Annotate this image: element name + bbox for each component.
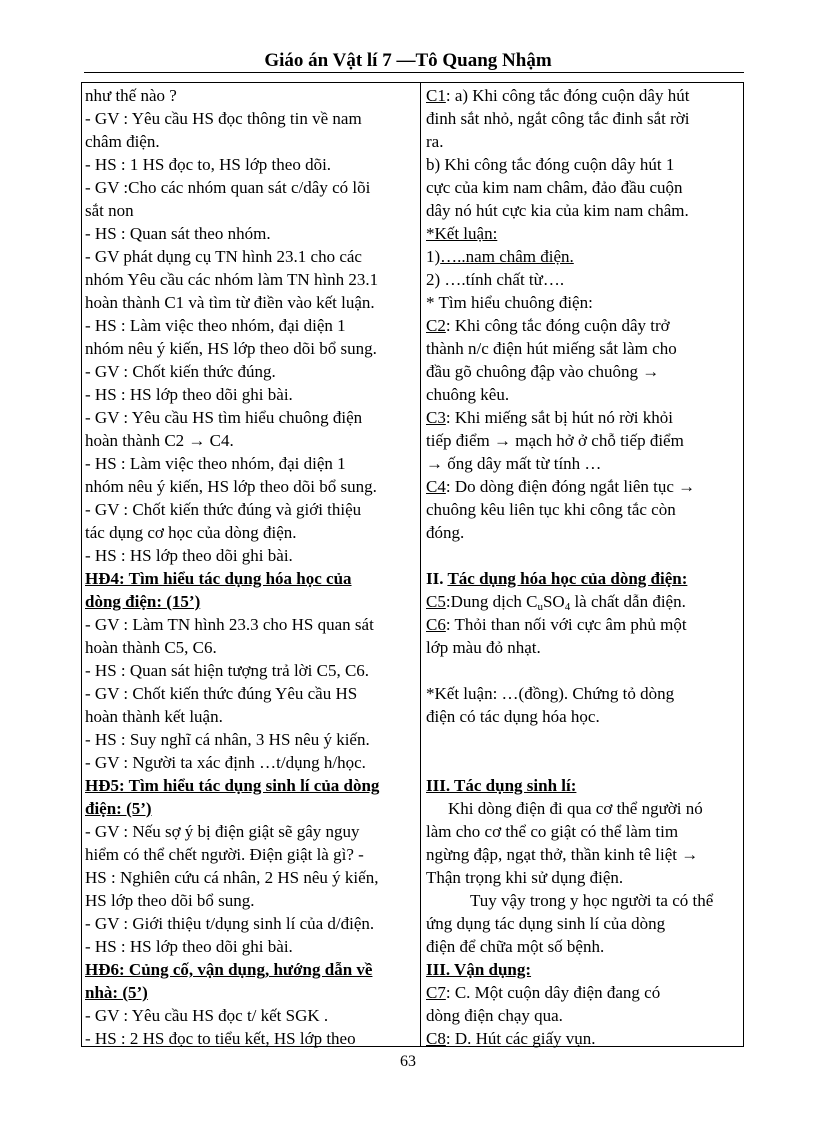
- left-line: - GV : Yêu cầu HS tìm hiểu chuông điện: [85, 408, 363, 427]
- left-line: - HS : Suy nghĩ cá nhân, 3 HS nêu ý kiến.: [85, 730, 370, 749]
- activity-heading-hd5: HĐ5: Tìm hiểu tác dụng sinh lí của dòng: [85, 776, 380, 795]
- left-line: hoàn thành C1 và tìm từ điền vào kết luận.: [85, 293, 375, 312]
- conclusion-label: *Kết luận:: [426, 224, 498, 243]
- left-line: - HS : Làm việc theo nhóm, đại diện 1: [85, 316, 346, 335]
- left-line: HS : Nghiên cứu cá nhân, 2 HS nêu ý kiến,: [85, 868, 379, 887]
- left-line: - GV : Chốt kiến thức đúng Yêu cầu HS: [85, 684, 358, 703]
- activity-heading-hd4-cont: dòng điện: (15’): [85, 592, 201, 611]
- left-line: - HS : Quan sát hiện tượng trả lời C5, C6.: [85, 661, 370, 680]
- activity-heading-hd4: HĐ4: Tìm hiểu tác dụng hóa học của: [85, 569, 352, 588]
- right-line: đầu gõ chuông đập vào chuông →: [426, 362, 660, 381]
- right-line: làm cho cơ thể co giật có thể làm tim: [426, 822, 679, 841]
- left-line: - GV : Chốt kiến thức đúng.: [85, 362, 276, 381]
- left-line: - GV : Yêu cầu HS đọc t/ kết SGK .: [85, 1006, 329, 1025]
- right-line: ra.: [426, 132, 444, 151]
- right-line: cực của kim nam châm, đảo đầu cuộn: [426, 178, 683, 197]
- right-line: thành n/c điện hút miếng sắt làm cho: [426, 339, 677, 358]
- answer-c5: C5:Dung dịch $C_uSO_4$ là chất dẫn điện.: [426, 592, 686, 613]
- activity-heading-hd5-cont: điện: (5’): [85, 799, 152, 818]
- section-iii-heading: III. Tác dụng sinh lí:: [426, 776, 577, 795]
- c5-label: C5: [426, 592, 446, 611]
- right-line: ngừng đập, ngạt thở, thần kinh tê liệt →: [426, 845, 699, 864]
- left-line: - GV : Người ta xác định …t/dụng h/học.: [85, 753, 366, 772]
- left-line: sắt non: [85, 201, 134, 220]
- answer-c8: C8: D. Hút các giấy vụn.: [426, 1029, 596, 1048]
- left-line: - HS : HS lớp theo dõi ghi bài.: [85, 546, 293, 565]
- left-line: - GV : Yêu cầu HS đọc thông tin về nam: [85, 109, 362, 128]
- left-line: - HS : HS lớp theo dõi ghi bài.: [85, 937, 293, 956]
- left-line: nhóm nêu ý kiến, HS lớp theo dõi bổ sung.: [85, 477, 377, 496]
- left-line: nhóm nêu ý kiến, HS lớp theo dõi bổ sung.: [85, 339, 377, 358]
- conclusion-1: 1)…..nam châm điện.: [426, 247, 574, 266]
- left-line: hoàn thành C2 → C4.: [85, 431, 234, 450]
- content-column: [426, 84, 740, 1050]
- answer-c7: C7: C. Một cuộn dây điện đang có: [426, 983, 661, 1002]
- right-line: dòng điện chạy qua.: [426, 1006, 563, 1025]
- left-line: - GV : Làm TN hình 23.3 cho HS quan sát: [85, 615, 374, 634]
- left-line: - HS : 2 HS đọc to tiểu kết, HS lớp theo: [85, 1029, 356, 1048]
- left-line: - HS : Quan sát theo nhóm.: [85, 224, 271, 243]
- conclusion-2: 2) ….tính chất từ….: [426, 270, 565, 289]
- section-ii-heading: II. Tác dụng hóa học của dòng điện:: [426, 569, 688, 588]
- right-line: đóng.: [426, 523, 465, 542]
- left-line: tác dụng cơ học của dòng điện.: [85, 523, 297, 542]
- right-line: điện để chữa một số bệnh.: [426, 937, 605, 956]
- left-line: - GV : Nếu sợ ý bị điện giật sẽ gây nguy: [85, 822, 360, 841]
- right-line: → ống dây mất từ tính …: [426, 454, 602, 473]
- page-number: 63: [400, 1053, 416, 1070]
- c1-label: C1: [426, 86, 446, 105]
- right-line: Thận trọng khi sử dụng điện.: [426, 868, 624, 887]
- right-line: đinh sắt nhỏ, ngắt công tắc đinh sắt rời: [426, 109, 690, 128]
- c6-label: C6: [426, 615, 446, 634]
- activity-heading-hd6-cont: nhà: (5’): [85, 983, 148, 1002]
- c4-label: C4: [426, 477, 446, 496]
- left-line: châm điện.: [85, 132, 160, 151]
- answer-c2: C2: Khi công tắc đóng cuộn dây trở: [426, 316, 670, 335]
- conclusion-chemical: *Kết luận: …(đồng). Chứng tỏ dòng: [426, 684, 675, 703]
- right-line: Khi dòng điện đi qua cơ thể người nó: [448, 799, 703, 818]
- left-line: - HS : Làm việc theo nhóm, đại diện 1: [85, 454, 346, 473]
- left-line: - GV :Cho các nhóm quan sát c/dây có lõi: [85, 178, 371, 197]
- right-line: điện có tác dụng hóa học.: [426, 707, 600, 726]
- left-line: như thế nào ?: [85, 86, 177, 105]
- left-line: - GV : Chốt kiến thức đúng và giới thiệu: [85, 500, 362, 519]
- left-line: - GV : Giới thiệu t/dụng sinh lí của d/điện.: [85, 914, 375, 933]
- left-line: hiểm có thể chết người. Điện giật là gì? -: [85, 845, 364, 864]
- c2-label: C2: [426, 316, 446, 335]
- right-line: b) Khi công tắc đóng cuộn dây hút 1: [426, 155, 675, 174]
- right-line: tiếp điểm → mạch hở ở chỗ tiếp điểm: [426, 431, 684, 450]
- header-rule: [84, 72, 744, 73]
- right-line: chuông kêu liên tục khi công tắc còn: [426, 500, 676, 519]
- left-line: - GV phát dụng cụ TN hình 23.1 cho các: [85, 247, 362, 266]
- c8-label: C8: [426, 1029, 446, 1048]
- left-line: - HS : 1 HS đọc to, HS lớp theo dõi.: [85, 155, 332, 174]
- bell-heading: * Tìm hiểu chuông điện:: [426, 293, 593, 312]
- left-line: HS lớp theo dõi bổ sung.: [85, 891, 255, 910]
- left-line: nhóm Yêu cầu các nhóm làm TN hình 23.1: [85, 270, 379, 289]
- left-line: hoàn thành kết luận.: [85, 707, 223, 726]
- page-header: Giáo án Vật lí 7 —Tô Quang Nhậm: [264, 50, 552, 71]
- right-line: ứng dụng tác dụng sinh lí của dòng: [426, 914, 666, 933]
- right-line: chuông kêu.: [426, 385, 510, 404]
- answer-c3: C3: Khi miếng sắt bị hút nó rời khỏi: [426, 408, 673, 427]
- column-divider: [420, 82, 421, 1047]
- right-line: Tuy vậy trong y học người ta có thể: [470, 891, 714, 910]
- left-line: hoàn thành C5, C6.: [85, 638, 217, 657]
- answer-c4: C4: Do dòng điện đóng ngắt liên tục →: [426, 477, 696, 496]
- activity-heading-hd6: HĐ6: Củng cố, vận dụng, hướng dẫn về: [85, 960, 373, 979]
- c7-label: C7: [426, 983, 446, 1002]
- right-line: dây nó hút cực kia của kim nam châm.: [426, 201, 689, 220]
- activities-column: [85, 84, 418, 1050]
- left-line: - HS : HS lớp theo dõi ghi bài.: [85, 385, 293, 404]
- right-line: lớp màu đỏ nhạt.: [426, 638, 541, 657]
- c3-label: C3: [426, 408, 446, 427]
- answer-c6: C6: Thỏi than nối với cực âm phủ một: [426, 615, 687, 634]
- answer-c1: C1: a) Khi công tắc đóng cuộn dây hút: [426, 86, 690, 105]
- section-apply-heading: III. Vận dụng:: [426, 960, 532, 979]
